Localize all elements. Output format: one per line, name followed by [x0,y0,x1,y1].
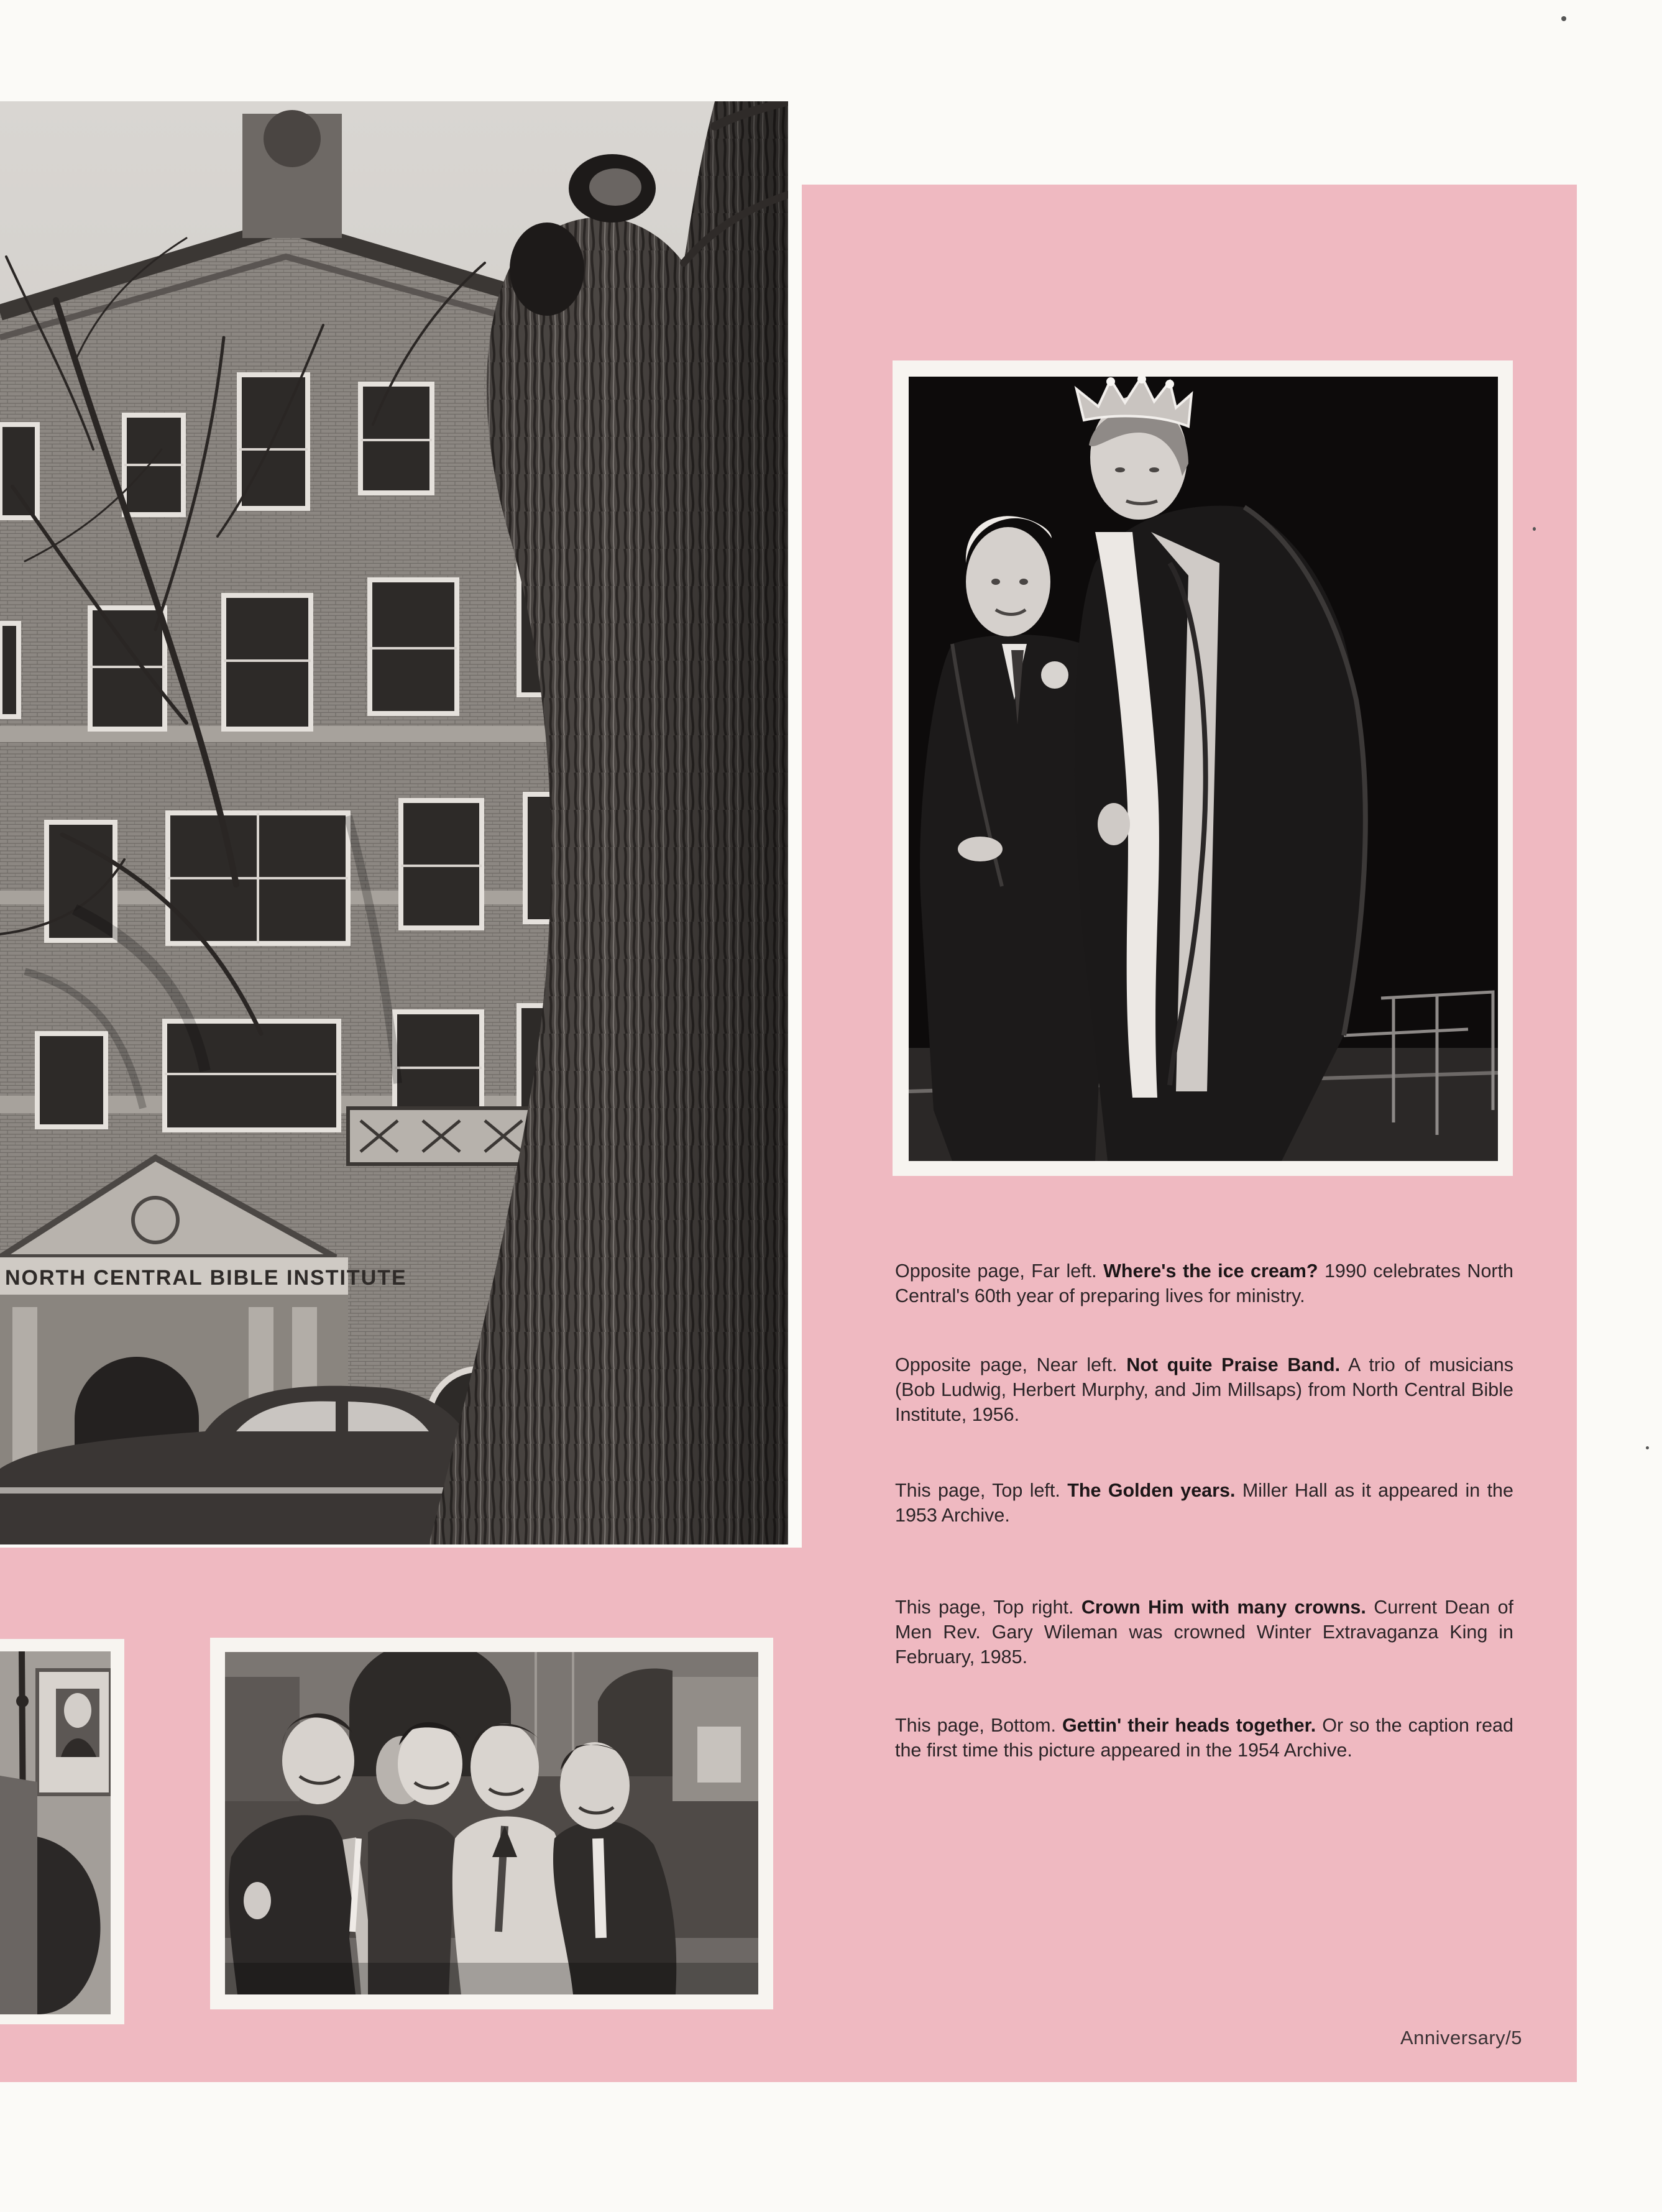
caption-headline: Where's the ice cream? [1103,1260,1318,1282]
photo-heads-together [225,1652,758,1994]
dust-speck [1646,1446,1649,1449]
building-sign: NORTH CENTRAL BIBLE INSTITUTE [5,1266,407,1290]
caption-lead: This page, Top left. [895,1480,1060,1501]
photo-musician-partial [0,1651,111,2014]
photo-crowned-king [909,377,1498,1161]
caption-body: Miller Hall as it appeared in the 1953 Archive. [895,1480,1513,1526]
page-folio: Anniversary/5 [1400,2027,1522,2049]
caption-lead: Opposite page, Far left. [895,1260,1097,1282]
caption-lead: This page, Top right. [895,1597,1074,1618]
caption-golden-years [895,1478,1513,1528]
photo-miller-hall [0,101,788,1544]
caption-body: Or so the caption read the first time this picture appeared in the 1954 Archive. [895,1715,1513,1761]
caption-lead: Opposite page, Near left. [895,1354,1118,1375]
caption-headline: Not quite Praise Band. [1126,1354,1341,1375]
caption-heads-together [895,1713,1513,1763]
caption-ice-cream [895,1259,1513,1308]
caption-body: A trio of musicians (Bob Ludwig, Herbert Murphy, and Jim Millsaps) from North Central Bible Institute, 1956. [895,1354,1513,1425]
caption-headline: Crown Him with many crowns. [1081,1597,1366,1618]
caption-crown [895,1595,1513,1669]
caption-headline: Gettin' their heads together. [1062,1715,1316,1736]
caption-body: 1990 celebrates North Central's 60th year of preparing lives for ministry. [895,1260,1514,1306]
caption-praise-band [895,1352,1513,1427]
caption-body: Current Dean of Men Rev. Gary Wileman was crowned Winter Extravaganza King in February, 1985. [895,1597,1514,1668]
dust-speck [1533,527,1536,531]
caption-lead: This page, Bottom. [895,1715,1056,1736]
caption-headline: The Golden years. [1067,1480,1236,1501]
dust-speck [1561,16,1566,21]
